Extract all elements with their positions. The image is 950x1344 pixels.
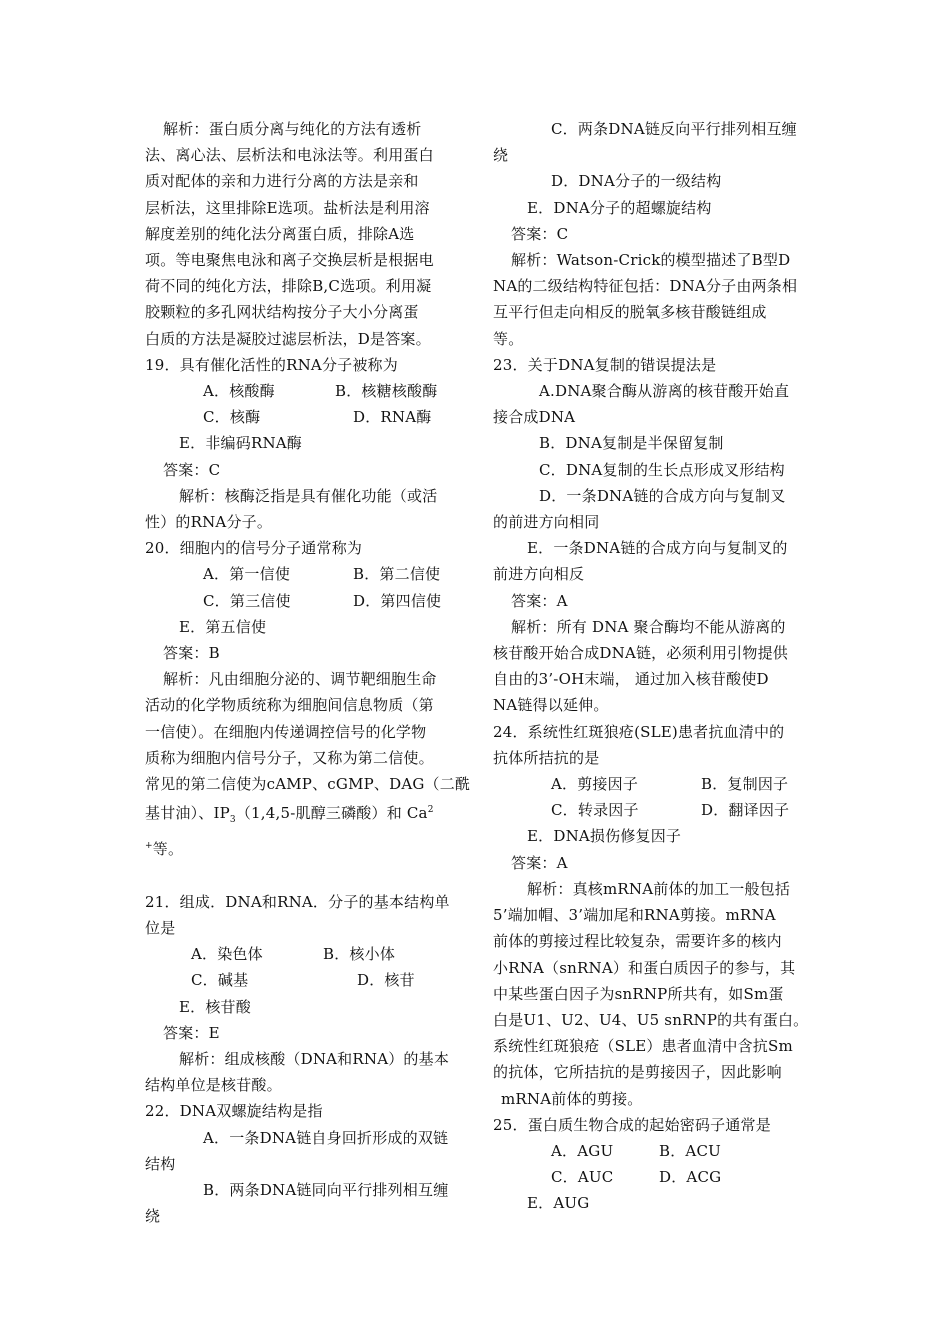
question-24	[493, 719, 811, 1112]
option-row	[145, 941, 463, 967]
superscript: +	[145, 841, 153, 852]
option-b: B．两条DNA链同向平行排列相互缠	[203, 1180, 449, 1199]
answer: 答案：E	[163, 1023, 220, 1042]
explanation-line: 中某些蛋白因子为snRNP所共有，如Sm蛋	[493, 984, 784, 1003]
option-a: A．剪接因子	[551, 775, 639, 794]
option-a: A．核酸酶	[203, 382, 275, 401]
option-d: D．核苷	[357, 971, 415, 990]
option-d: D．ACG	[659, 1168, 722, 1187]
option-row	[145, 561, 463, 587]
explanation-line: 白是U1、U2、U4、U5 snRNP的共有蛋白。	[493, 1010, 809, 1029]
option-c: C．转录因子	[551, 801, 639, 820]
text-line: 荷不同的纯化方法，排除B,C选项。利用凝	[145, 277, 432, 296]
explanation-line: 核苷酸开始合成DNA链，必须利用引物提供	[493, 644, 788, 663]
explanation-line: 系统性红斑狼疮（SLE）患者血清中含抗Sm	[493, 1037, 793, 1056]
q18-explanation	[145, 116, 463, 352]
option-c: C．核酶	[203, 408, 261, 427]
option-d: D．DNA分子的一级结构	[551, 172, 722, 191]
explanation-line: 的抗体，它所拮抗的是剪接因子，因此影响	[493, 1063, 782, 1082]
text-line: 质对配体的亲和力进行分离的方法是亲和	[145, 172, 419, 191]
explanation-line: 解析：所有 DNA 聚合酶均不能从游离的	[511, 617, 786, 636]
text-line: 胶颗粒的多孔网状结构按分子大小分离蛋	[145, 303, 419, 322]
option-e-cont: 前进方向相反	[493, 565, 585, 584]
answer: 答案：C	[163, 460, 221, 479]
option-a-cont: 接合成DNA	[493, 408, 576, 427]
option-row	[493, 771, 811, 797]
option-a: A．染色体	[191, 945, 263, 964]
option-c-cont: 绕	[493, 146, 509, 165]
explanation-line: 结构单位是核苷酸。	[145, 1076, 282, 1095]
answer: 答案：C	[511, 224, 569, 243]
option-e: E．DNA分子的超螺旋结构	[527, 198, 712, 217]
option-b: B．复制因子	[701, 775, 789, 794]
explanation-line: mRNA前体的剪接。	[501, 1089, 643, 1108]
explanation-line: 解析：凡由细胞分泌的、调节靶细胞生命	[163, 670, 437, 689]
text-line: 层析法，这里排除E选项。盐析法是利用溶	[145, 198, 430, 217]
option-e: E．一条DNA链的合成方向与复制叉的	[527, 539, 788, 558]
explanation-line: 前体的剪接过程比较复杂，需要许多的核内	[493, 932, 782, 951]
right-column	[493, 116, 811, 1217]
question-stem: 19．具有催化活性的RNA分子被称为	[145, 355, 398, 374]
spacer	[145, 863, 463, 889]
question-20	[145, 535, 471, 862]
question-22-continued	[493, 116, 811, 352]
option-b: B．DNA复制是半保留复制	[539, 434, 724, 453]
explanation-line: 性）的RNA分子。	[145, 513, 273, 532]
text-line: 白质的方法是凝胶过滤层析法，D是答案。	[145, 329, 431, 348]
option-e: E．非编码RNA酶	[179, 434, 303, 453]
explanation-line: 解析：真核mRNA前体的加工一般包括	[527, 879, 791, 898]
text-line: 项。等电聚焦电泳和离子交换层析是根据电	[145, 251, 434, 270]
option-d: D．第四信使	[353, 591, 442, 610]
explanation-line: NA的二级结构特征包括：DNA分子由两条相	[493, 277, 798, 296]
option-a: A．一条DNA链自身回折形成的双链	[203, 1128, 449, 1147]
option-row	[493, 1138, 811, 1164]
question-19	[145, 352, 463, 535]
question-stem: 25．蛋白质生物合成的起始密码子通常是	[493, 1115, 771, 1134]
option-d: D．RNA酶	[353, 408, 432, 427]
explanation-line: NA链得以延伸。	[493, 696, 609, 715]
option-a: A.DNA聚合酶从游离的核苷酸开始直	[539, 382, 790, 401]
question-stem: 22．DNA双螺旋结构是指	[145, 1102, 323, 1121]
option-e: E．DNA损伤修复因子	[527, 827, 682, 846]
explanation-line: 一信使）。在细胞内传递调控信号的化学物	[145, 722, 427, 741]
explanation-line: 质称为细胞内信号分子，又称为第二信使。	[145, 748, 434, 767]
option-b: B．核糖核酸酶	[335, 382, 438, 401]
question-22	[145, 1098, 463, 1229]
option-row	[145, 378, 463, 404]
superscript: 2	[427, 805, 434, 816]
left-column	[145, 116, 471, 1229]
text-line: 法、离心法、层析法和电泳法等。利用蛋白	[145, 146, 434, 165]
option-row	[493, 1164, 811, 1190]
question-25	[493, 1112, 811, 1217]
question-23	[493, 352, 811, 719]
explanation-line: 自由的3’-OH末端， 通过加入核苷酸使D	[493, 670, 769, 689]
option-row	[145, 404, 463, 430]
option-b: B．第二信使	[353, 565, 441, 584]
option-a: A．第一信使	[203, 565, 291, 584]
option-b: B．核小体	[323, 945, 396, 964]
question-stem: 抗体所拮抗的是	[493, 748, 600, 767]
question-21	[145, 889, 463, 1099]
explanation-line: 常见的第二信使为cAMP、cGMP、DAG（二酰	[145, 775, 471, 794]
option-a: A．AGU	[551, 1141, 614, 1160]
option-e: E．AUG	[527, 1194, 590, 1213]
question-stem: 20．细胞内的信号分子通常称为	[145, 539, 363, 558]
option-c: C．DNA复制的生长点形成叉形结构	[539, 460, 785, 479]
explanation-line: 等。	[493, 329, 524, 348]
option-row	[145, 967, 463, 993]
text-fragment: 基甘油）、IP	[145, 804, 230, 823]
option-c: C．两条DNA链反向平行排列相互缠	[551, 120, 797, 138]
explanation-line: 小RNA（snRNA）和蛋白质因子的参与，其	[493, 958, 796, 977]
option-e: E．核苷酸	[179, 997, 251, 1016]
question-stem: 21．组成．DNA和RNA．分子的基本结构单	[145, 892, 450, 911]
explanation-line: 活动的化学物质统称为细胞间信息物质（第	[145, 696, 434, 715]
option-b: B．ACU	[659, 1141, 721, 1160]
text-fragment: 等。	[152, 840, 184, 859]
explanation-line: 解析：组成核酸（DNA和RNA）的基本	[179, 1049, 450, 1068]
option-row	[493, 797, 811, 823]
explanation-line: 5’端加帽、3’端加尾和RNA剪接。mRNA	[493, 906, 776, 925]
question-stem: 位是	[145, 918, 176, 937]
text-line: 解析：蛋白质分离与纯化的方法有透析	[163, 120, 422, 138]
option-c: C．AUC	[551, 1168, 614, 1187]
option-e: E．第五信使	[179, 617, 267, 636]
option-d: D．翻译因子	[701, 801, 790, 820]
option-a-cont: 结构	[145, 1154, 176, 1173]
explanation-line: 解析：Watson-Crick的模型描述了B型D	[511, 251, 791, 270]
subscript: 3	[229, 815, 236, 826]
answer: 答案：A	[511, 853, 568, 872]
question-stem: 24．系统性红斑狼疮(SLE)患者抗血清中的	[493, 722, 785, 741]
question-stem: 23．关于DNA复制的错误提法是	[493, 355, 717, 374]
option-d: D．一条DNA链的合成方向与复制叉	[539, 486, 786, 505]
option-row	[145, 588, 463, 614]
option-c: C．第三信使	[203, 591, 291, 610]
explanation-line	[145, 833, 463, 862]
option-d-cont: 的前进方向相同	[493, 513, 600, 532]
option-b-cont: 绕	[145, 1207, 161, 1226]
answer: 答案：B	[163, 644, 220, 663]
explanation-line: 解析：核酶泛指是具有催化功能（或活	[179, 486, 438, 505]
explanation-line: 互平行但走向相反的脱氧多核苷酸链组成	[493, 303, 767, 322]
answer: 答案：A	[511, 591, 568, 610]
explanation-line	[145, 797, 463, 833]
text-fragment: （1,4,5-肌醇三磷酸）和 Ca	[235, 804, 428, 823]
option-c: C．碱基	[191, 971, 249, 990]
text-line: 解度差别的纯化法分离蛋白质，排除A选	[145, 224, 415, 243]
